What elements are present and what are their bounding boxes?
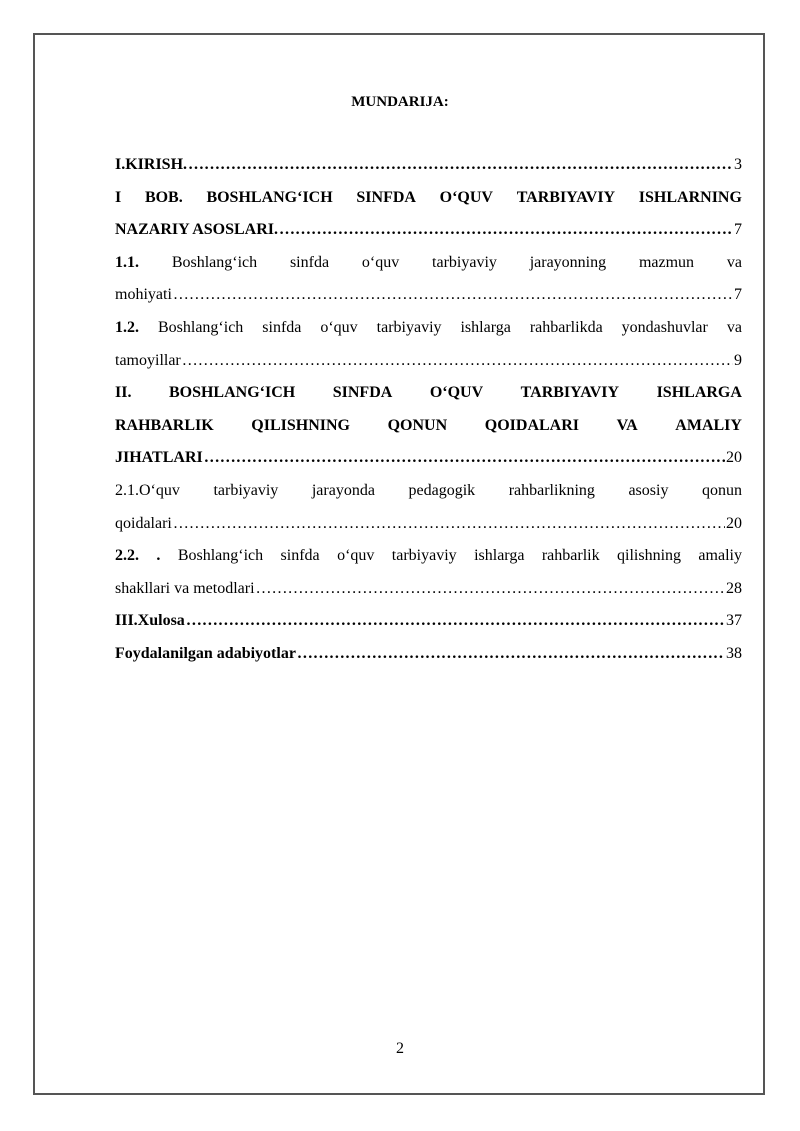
toc-page-number: 3 — [734, 156, 742, 173]
toc-page-number: 9 — [734, 351, 742, 369]
toc-page-number: 20 — [726, 514, 742, 532]
word: QOIDALARI — [484, 416, 580, 434]
dot-leader — [188, 152, 733, 177]
dot-leader — [186, 608, 725, 633]
toc-section-2-1-line-2[interactable] — [115, 511, 742, 544]
word: rahbarlik — [541, 547, 600, 565]
word: VA — [616, 416, 638, 434]
toc-entry-adabiyotlar[interactable] — [115, 641, 742, 674]
toc-entry-label: JIHATLARI — [115, 449, 203, 467]
word: jarayonning — [529, 253, 607, 271]
word: QILISHNING — [251, 416, 350, 434]
word: rahbarlikda — [529, 318, 603, 336]
toc-entry-label: NAZARIY ASOSLARI. — [115, 221, 278, 239]
toc-section-2-2-line-1[interactable] — [115, 543, 742, 576]
word: o‘quv — [320, 318, 358, 336]
section-number: 2.2. — [115, 547, 139, 565]
word: ISHLARNING — [638, 188, 742, 206]
toc-section-1-1-line-1[interactable] — [115, 250, 742, 283]
word: II. — [115, 384, 132, 402]
toc-entry-kirish[interactable] — [115, 152, 742, 185]
toc-entry-label: shakllari va metodlari — [115, 579, 255, 597]
word: O‘QUV — [429, 384, 484, 402]
word: tarbiyaviy — [213, 481, 279, 499]
word: amaliy — [698, 547, 742, 565]
word: qonun — [701, 481, 742, 499]
word: asosiy — [628, 481, 669, 499]
word: SINFDA — [356, 188, 416, 206]
toc-entry-label: qoidalari — [115, 514, 172, 532]
toc-page-number: 7 — [734, 221, 742, 239]
toc-entry-label: III.Xulosa — [115, 612, 185, 630]
word: tarbiyaviy — [376, 318, 442, 336]
word: tarbiyaviy — [432, 253, 497, 271]
dot-leader — [204, 445, 725, 470]
word: sinfda — [262, 318, 302, 336]
word: yondashuvlar — [621, 318, 708, 336]
toc-entry-xulosa[interactable] — [115, 608, 742, 641]
dot-leader — [173, 282, 733, 307]
toc-title: MUNDARIJA: — [351, 94, 449, 110]
toc-entry-label: I.KIRISH. — [115, 156, 188, 173]
word: jarayonda — [311, 481, 375, 499]
toc-chapter-1-line-2[interactable] — [115, 217, 742, 250]
word: va — [726, 253, 742, 271]
word: SINFDA — [332, 384, 393, 402]
word: RAHBARLIK — [115, 416, 214, 434]
word: qilishning — [617, 547, 682, 565]
toc-section-1-2-line-2[interactable] — [115, 348, 742, 381]
word: rahbarlikning — [508, 481, 595, 499]
toc-page-number: 28 — [726, 579, 742, 597]
toc-entry-label: tamoyillar — [115, 351, 181, 369]
word: Boshlang‘ich — [157, 318, 244, 336]
word: ishlarga — [460, 318, 511, 336]
word: sinfda — [289, 253, 330, 271]
word: mazmun — [638, 253, 695, 271]
word: BOSHLANG‘ICH — [206, 188, 333, 206]
toc-chapter-1-line-1[interactable] — [115, 185, 742, 218]
toc-section-1-2-line-1[interactable] — [115, 315, 742, 348]
toc-chapter-2-line-2[interactable] — [115, 413, 742, 446]
word: va — [726, 318, 742, 336]
word: ishlarga — [474, 547, 525, 565]
toc-entry-label: Foydalanilgan adabiyotlar — [115, 644, 296, 662]
word: AMALIY — [675, 416, 742, 434]
word: QONUN — [387, 416, 448, 434]
word: pedagogik — [408, 481, 476, 499]
word: tarbiyaviy — [391, 547, 457, 565]
toc-page-number: 37 — [726, 612, 742, 630]
word: I — [115, 188, 122, 206]
word: sinfda — [280, 547, 320, 565]
word: BOSHLANG‘ICH — [168, 384, 296, 402]
toc-chapter-2-line-3[interactable] — [115, 445, 742, 478]
table-of-contents — [115, 152, 742, 674]
toc-section-1-1-line-2[interactable] — [115, 282, 742, 315]
word: ISHLARGA — [656, 384, 742, 402]
dot-leader — [256, 576, 725, 601]
toc-section-2-1-line-1[interactable] — [115, 478, 742, 511]
dot-leader — [297, 641, 725, 666]
word: O‘QUV — [439, 188, 493, 206]
word: 2.1.O‘quv — [115, 481, 180, 499]
word: TARBIYAVIY — [520, 384, 620, 402]
dot-leader — [279, 217, 733, 242]
word: . — [156, 547, 161, 565]
page-number: 2 — [396, 1040, 404, 1057]
dot-leader — [173, 511, 725, 536]
toc-entry-label: mohiyati — [115, 286, 172, 304]
section-number: 1.2. — [115, 318, 139, 336]
word: o‘quv — [337, 547, 375, 565]
toc-page-number: 20 — [726, 449, 742, 467]
section-number: 1.1. — [115, 253, 139, 271]
toc-chapter-2-line-1[interactable] — [115, 380, 742, 413]
word: o‘quv — [361, 253, 400, 271]
toc-page-number: 7 — [734, 286, 742, 304]
word: BOB. — [144, 188, 183, 206]
word: Boshlang‘ich — [171, 253, 258, 271]
word: TARBIYAVIY — [516, 188, 616, 206]
toc-section-2-2-line-2[interactable] — [115, 576, 742, 609]
toc-page-number: 38 — [726, 644, 742, 662]
dot-leader — [182, 348, 733, 373]
word: Boshlang‘ich — [177, 547, 264, 565]
